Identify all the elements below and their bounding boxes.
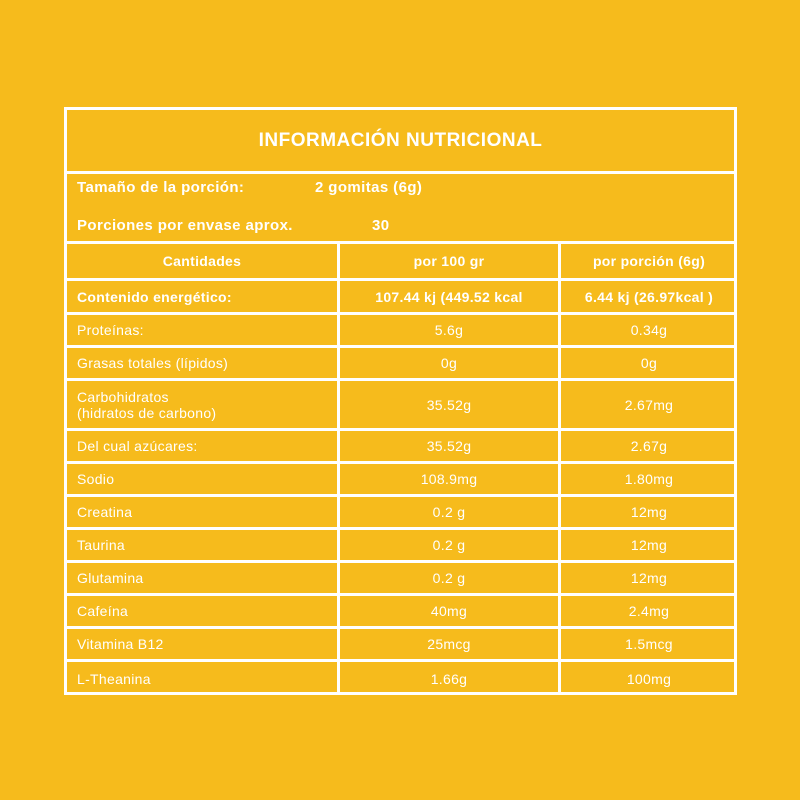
table-row (67, 497, 734, 530)
nutrient-name: Proteínas: (77, 322, 144, 338)
servings-per-package (77, 217, 390, 234)
value-per-100g: 35.52g (426, 438, 472, 454)
servings-per-package-label: Porciones por envase aprox. (77, 217, 293, 234)
value-per-100g: 5.6g (434, 322, 464, 338)
nutrition-facts-table (64, 107, 737, 695)
value-per-portion: 100mg (626, 671, 672, 687)
value-per-portion: 2.67mg (624, 396, 674, 413)
value-per-portion: 12mg (630, 537, 668, 553)
value-per-portion: 6.44 kj (26.97kcal ) (584, 288, 714, 305)
nutrient-name: Taurina (77, 537, 126, 553)
table-row (67, 596, 734, 629)
nutrient-name: Contenido energético: (77, 288, 232, 305)
serving-size-value: 2 gomitas (6g) (315, 179, 423, 196)
value-per-portion: 0g (640, 355, 658, 371)
table-row (67, 530, 734, 563)
header-per-100g: por 100 gr (413, 253, 485, 269)
table-header-row (67, 244, 734, 281)
value-per-portion: 12mg (630, 570, 668, 586)
table-row (67, 348, 734, 381)
value-per-100g: 35.52g (426, 396, 472, 413)
value-per-portion: 1.80mg (624, 471, 674, 487)
table-row (67, 563, 734, 596)
nutrient-name: Glutamina (77, 570, 144, 586)
table-row (67, 464, 734, 497)
value-per-100g: 0.2 g (432, 504, 466, 520)
nutrient-name: Carbohidratos (hidratos de carbono) (77, 388, 217, 421)
nutrient-name: Creatina (77, 504, 133, 520)
value-per-100g: 40mg (430, 603, 468, 619)
servings-per-package-value: 30 (372, 217, 390, 234)
value-per-100g: 107.44 kj (449.52 kcal (375, 288, 523, 305)
value-per-100g: 0.2 g (432, 570, 466, 586)
table-row (67, 315, 734, 348)
serving-size-label: Tamaño de la porción: (77, 179, 245, 196)
header-quantities: Cantidades (162, 253, 242, 269)
value-per-portion: 12mg (630, 504, 668, 520)
value-per-100g: 0g (440, 355, 458, 371)
table-title: INFORMACIÓN NUTRICIONAL (67, 110, 734, 174)
nutrient-name: Sodio (77, 471, 115, 487)
value-per-100g: 25mcg (427, 636, 471, 652)
table-row (67, 662, 734, 696)
serving-size (77, 179, 423, 196)
nutrient-name: Cafeína (77, 603, 129, 619)
table-row (67, 431, 734, 464)
value-per-portion: 0.34g (630, 322, 668, 338)
nutrient-name: Vitamina B12 (77, 636, 164, 652)
table-row (67, 381, 734, 431)
value-per-100g: 1.66g (430, 671, 468, 687)
header-per-portion: por porción (6g) (592, 253, 706, 269)
nutrient-name: Del cual azúcares: (77, 438, 198, 454)
nutrient-name: L-Theanina (77, 671, 151, 687)
nutrient-name: Grasas totales (lípidos) (77, 355, 229, 371)
table-row (67, 629, 734, 662)
value-per-100g: 108.9mg (420, 471, 478, 487)
value-per-portion: 2.67g (630, 438, 668, 454)
value-per-portion: 1.5mcg (625, 636, 673, 652)
table-row (67, 281, 734, 315)
value-per-100g: 0.2 g (432, 537, 466, 553)
value-per-portion: 2.4mg (628, 603, 670, 619)
